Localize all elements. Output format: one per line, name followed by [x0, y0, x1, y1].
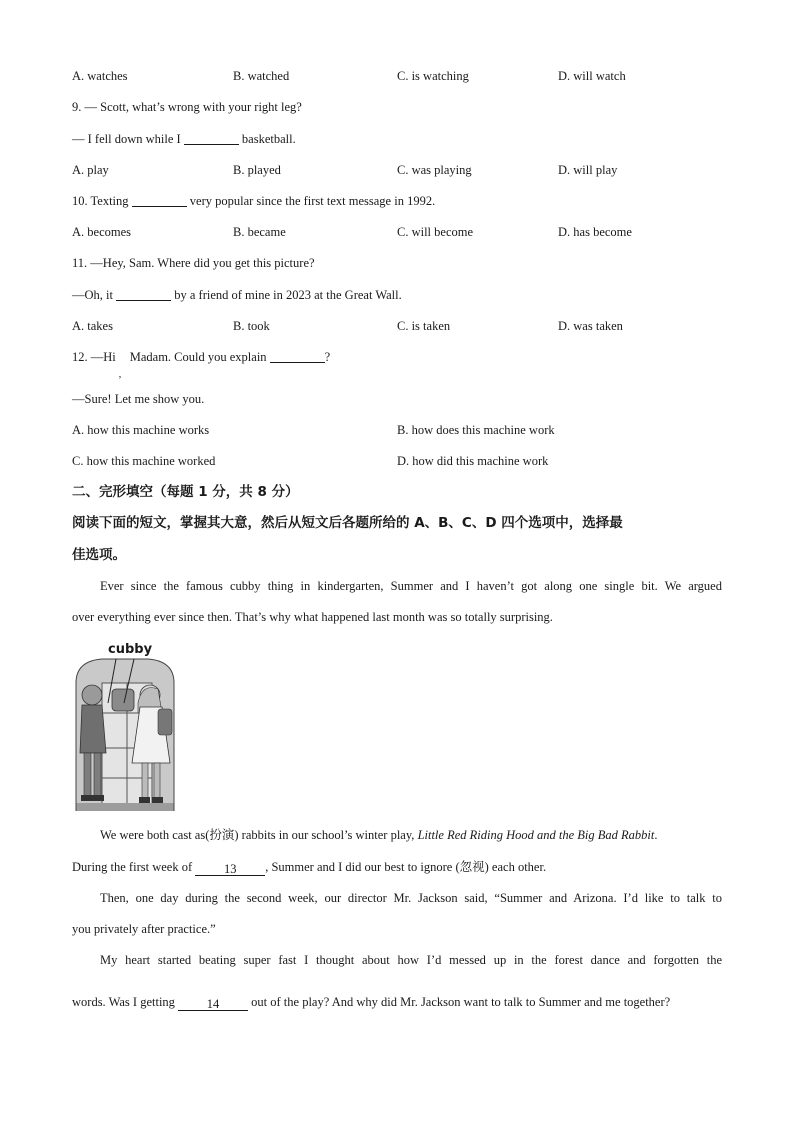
q10-option-c: C. will become [397, 225, 474, 239]
q10-option-a: A. becomes [72, 225, 132, 239]
q12-blank [270, 350, 325, 363]
q8-option-c: C. is watching [397, 69, 469, 83]
passage-p4-line-2-post: out of the play? And why did Mr. Jackson want to talk to Summer and me together? [251, 995, 671, 1009]
q12-reply: —Sure! Let me show you. [72, 392, 205, 406]
q9-option-d: D. will play [558, 163, 618, 177]
q12-stem: 12. —Hi , Madam. Could you explain ? [72, 350, 331, 380]
q10-blank [132, 194, 187, 207]
q11-blank [116, 288, 171, 301]
q9-blank [184, 132, 239, 145]
blank-14: 14 [178, 996, 248, 1011]
q11-option-d: D. was taken [558, 319, 623, 333]
passage-p1-line-2: over everything ever since then. That’s why what happened last month was so totally surprising. [72, 610, 553, 624]
q9-stem: 9. — Scott, what’s wrong with your right leg? [72, 100, 302, 114]
q10-stem-pre: 10. Texting [72, 194, 129, 208]
q11-reply-post: by a friend of mine in 2023 at the Great Wall. [174, 288, 402, 302]
passage-p2-line-2 [72, 859, 722, 876]
q9-reply [72, 131, 296, 147]
q12-option-a: A. how this machine works [72, 423, 210, 437]
passage-p2-line-2-post: , Summer and I did our best to ignore (忽视) each other. [265, 860, 547, 874]
q11-option-b: B. took [233, 319, 270, 333]
q8-option-b: B. watched [233, 69, 290, 83]
q11-option-a: A. takes [72, 319, 113, 333]
q12-stem-post: ? [324, 350, 331, 364]
q8-option-a: A. watches [72, 69, 128, 83]
passage-p3-line-2: you privately after practice.” [72, 922, 216, 936]
cubby-illustration [72, 643, 178, 811]
q12-option-c: C. how this machine worked [72, 454, 216, 468]
q8-option-d: D. will watch [558, 69, 626, 83]
blank-13: 13 [195, 861, 265, 876]
passage-p2-line-1-pre: We were both cast as(扮演) rabbits in our school’s winter play, [100, 828, 415, 842]
passage-p4-line-2-pre: words. Was I getting [72, 995, 175, 1009]
passage-p2-line-1-post: . [654, 828, 658, 842]
q10-option-d: D. has become [558, 225, 632, 239]
play-title: Little Red Riding Hood and the Big Bad Rabbit [417, 828, 655, 842]
q11-reply-pre: —Oh, it [72, 288, 113, 302]
passage-p4-line-2 [72, 994, 722, 1011]
q12-option-b: B. how does this machine work [397, 423, 555, 437]
q9-reply-pre: — I fell down while I [72, 132, 181, 146]
q11-stem: 11. —Hey, Sam. Where did you get this picture? [72, 256, 315, 270]
q12-option-d: D. how did this machine work [397, 454, 549, 468]
q11-option-c: C. is taken [397, 319, 451, 333]
section-instruction-line-2: 佳选项。 [72, 547, 126, 563]
cubby-label: cubby [108, 642, 153, 657]
q9-option-c: C. was playing [397, 163, 472, 177]
q9-option-a: A. play [72, 163, 109, 177]
passage-p1-line-1: Ever since the famous cubby thing in kindergarten, Summer and I haven’t got along one single bit. We argued [100, 579, 722, 593]
q9-option-b: B. played [233, 163, 281, 177]
passage-p3-line-1: Then, one day during the second week, our director Mr. Jackson said, “Summer and Arizona. I’d like to talk to [100, 891, 722, 905]
q10-option-b: B. became [233, 225, 286, 239]
passage-p4-line-1: My heart started beating super fast I thought about how I’d messed up in the forest dance and forgotten the [100, 953, 722, 967]
q12-stem-pre: 12. —Hi [72, 350, 116, 364]
q11-reply [72, 287, 402, 303]
section-instruction-line-1: 阅读下面的短文，掌握其大意，然后从短文后各题所给的 A、B、C、D 四个选项中，选择最 [72, 515, 623, 531]
q10-stem-post: very popular since the first text message in 1992. [189, 194, 436, 208]
section-title: 二、完形填空（每题 1 分，共 8 分） [72, 484, 299, 500]
q10-stem [72, 193, 435, 209]
passage-p2-line-1 [100, 827, 722, 843]
q9-reply-post: basketball. [241, 132, 296, 146]
q12-stem-mid: Madam. Could you explain [129, 350, 267, 364]
passage-p2-line-2-pre: During the first week of [72, 860, 193, 874]
